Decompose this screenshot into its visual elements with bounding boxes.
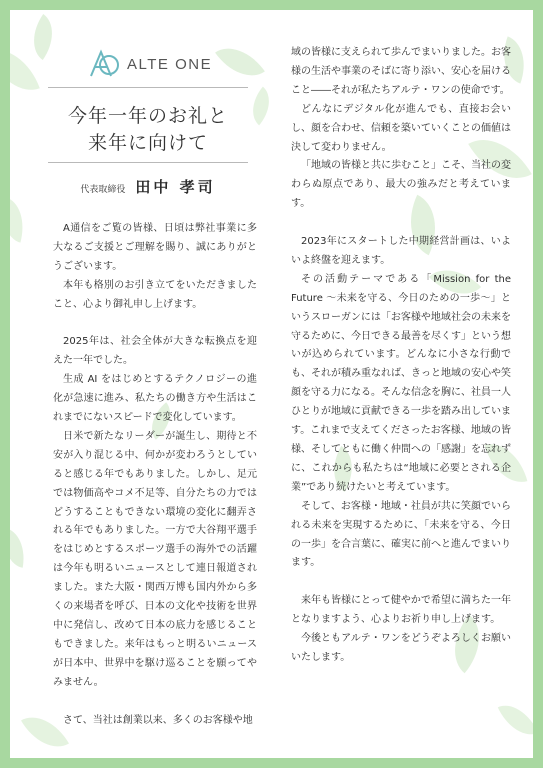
paragraph: 日米で新たなリーダーが誕生し、期待と不安が入り混じる中、何かが変わろうとしていると感じる年でもありました。しかし、足元では物価高やコメ不足等、自分たちの力ではどうすることもできない環境の変化に翻弄される年でもありました。一方で大谷翔平選手をはじめとするスポーツ選手の海外での活躍は今年も明るいニュースとして連日報道されました。また大阪・関西万博も国内外から多くの来場者を呼び、日本の文化や技術を世界中に発信し、改めて日本の底力を感じることもできました。来年はもっと明るいニュースが日本中、世界中を駆け巡ることを願ってやみません。 xyxy=(53,430,257,688)
alte-one-logo-icon xyxy=(87,49,121,79)
left-column-text xyxy=(53,220,257,730)
title-bottom-rule xyxy=(48,162,248,163)
title-top-rule xyxy=(48,87,248,88)
leaf-decoration xyxy=(215,35,265,88)
paragraph xyxy=(53,315,257,334)
paragraph: 2025年は、社会全体が大きな転換点を迎えた一年でした。 xyxy=(53,336,257,367)
company-logo xyxy=(87,49,212,79)
paragraph: その活動テーマである「Mission for the Future ～未来を守る、今日のための一歩～」というスローガンには「お客様や地域社会の未来を守るために、今日できる最善を尽くす」という想いが込められています。どんなに小さな行動でも、それが積み重なれば、きっと地域の安心や笑顔を守る力になる。そんな信念を胸に、社員一人ひとりが地域に貢献できる一歩を踏み出しています。これまで支えてくださったお客様、地域の皆様、そしてともに働く仲間への「感謝」を忘れずに、これからも私たちは“地域に必要とされる企業”であり続けたいと考えています。 xyxy=(291,273,511,493)
paragraph: 本年も格別のお引き立てをいただきましたこと、心より御礼申し上げます。 xyxy=(53,279,257,310)
paragraph xyxy=(53,693,257,712)
paragraph: 来年も皆様にとって健やかで希望に満ちた一年となりますよう、心よりお祈り申し上げます。 xyxy=(291,595,511,626)
page-title xyxy=(48,103,248,157)
leaf-decoration xyxy=(21,14,64,60)
title-line-1: 今年一年のお礼と xyxy=(67,105,228,127)
paragraph: 生成 AI をはじめとするテクノロジーの進化が急速に進み、私たちの働き方や生活はこれまでにないスピードで変化しています。 xyxy=(53,374,257,424)
leaf-decoration xyxy=(498,696,533,743)
author-role: 代表取締役 xyxy=(80,185,126,195)
author-name: 田中 孝司 xyxy=(135,178,216,196)
paragraph xyxy=(291,573,511,592)
leaf-decoration xyxy=(10,197,31,242)
logo-text: ALTE ONE xyxy=(127,55,213,73)
paragraph: さて、当社は創業以来、多くのお客様や地 xyxy=(63,714,253,726)
title-line-2: 来年に向けて xyxy=(87,132,208,154)
paragraph: 今後ともアルテ・ワンをどうぞよろしくお願いいたします。 xyxy=(291,633,511,663)
leaf-decoration xyxy=(10,528,29,568)
newsletter-page xyxy=(10,10,533,758)
paragraph: 域の皆様に支えられて歩んでまいりました。お客様の生活や事業のそばに寄り添い、安心を届けること――それが私たちアルテ・ワンの使命です。 xyxy=(291,47,511,96)
right-column-text xyxy=(291,44,511,668)
paragraph: A通信をご覧の皆様、日頃は弊社事業に多大なるご支援とご理解を賜り、誠にありがとうございます。 xyxy=(53,223,257,272)
paragraph: そして、お客様・地域・社員が共に笑顔でいられる未来を実現するために、「未来を守る、今日の一歩」を合言葉に、確実に前へと進んでまいります。 xyxy=(291,500,511,569)
author-byline xyxy=(48,176,248,197)
paragraph: 2023年にスタートした中期経営計画は、いよいよ終盤を迎えます。 xyxy=(291,236,511,266)
paragraph: 「地域の皆様と共に歩むこと」こそ、当社の変わらぬ原点であり、最大の強みだと考えています。 xyxy=(291,160,511,210)
paragraph: どんなにデジタル化が進んでも、直接お会いし、顔を合わせ、信頼を築いていくことの価値は決して変わりません。 xyxy=(291,103,511,153)
paragraph xyxy=(291,214,511,233)
